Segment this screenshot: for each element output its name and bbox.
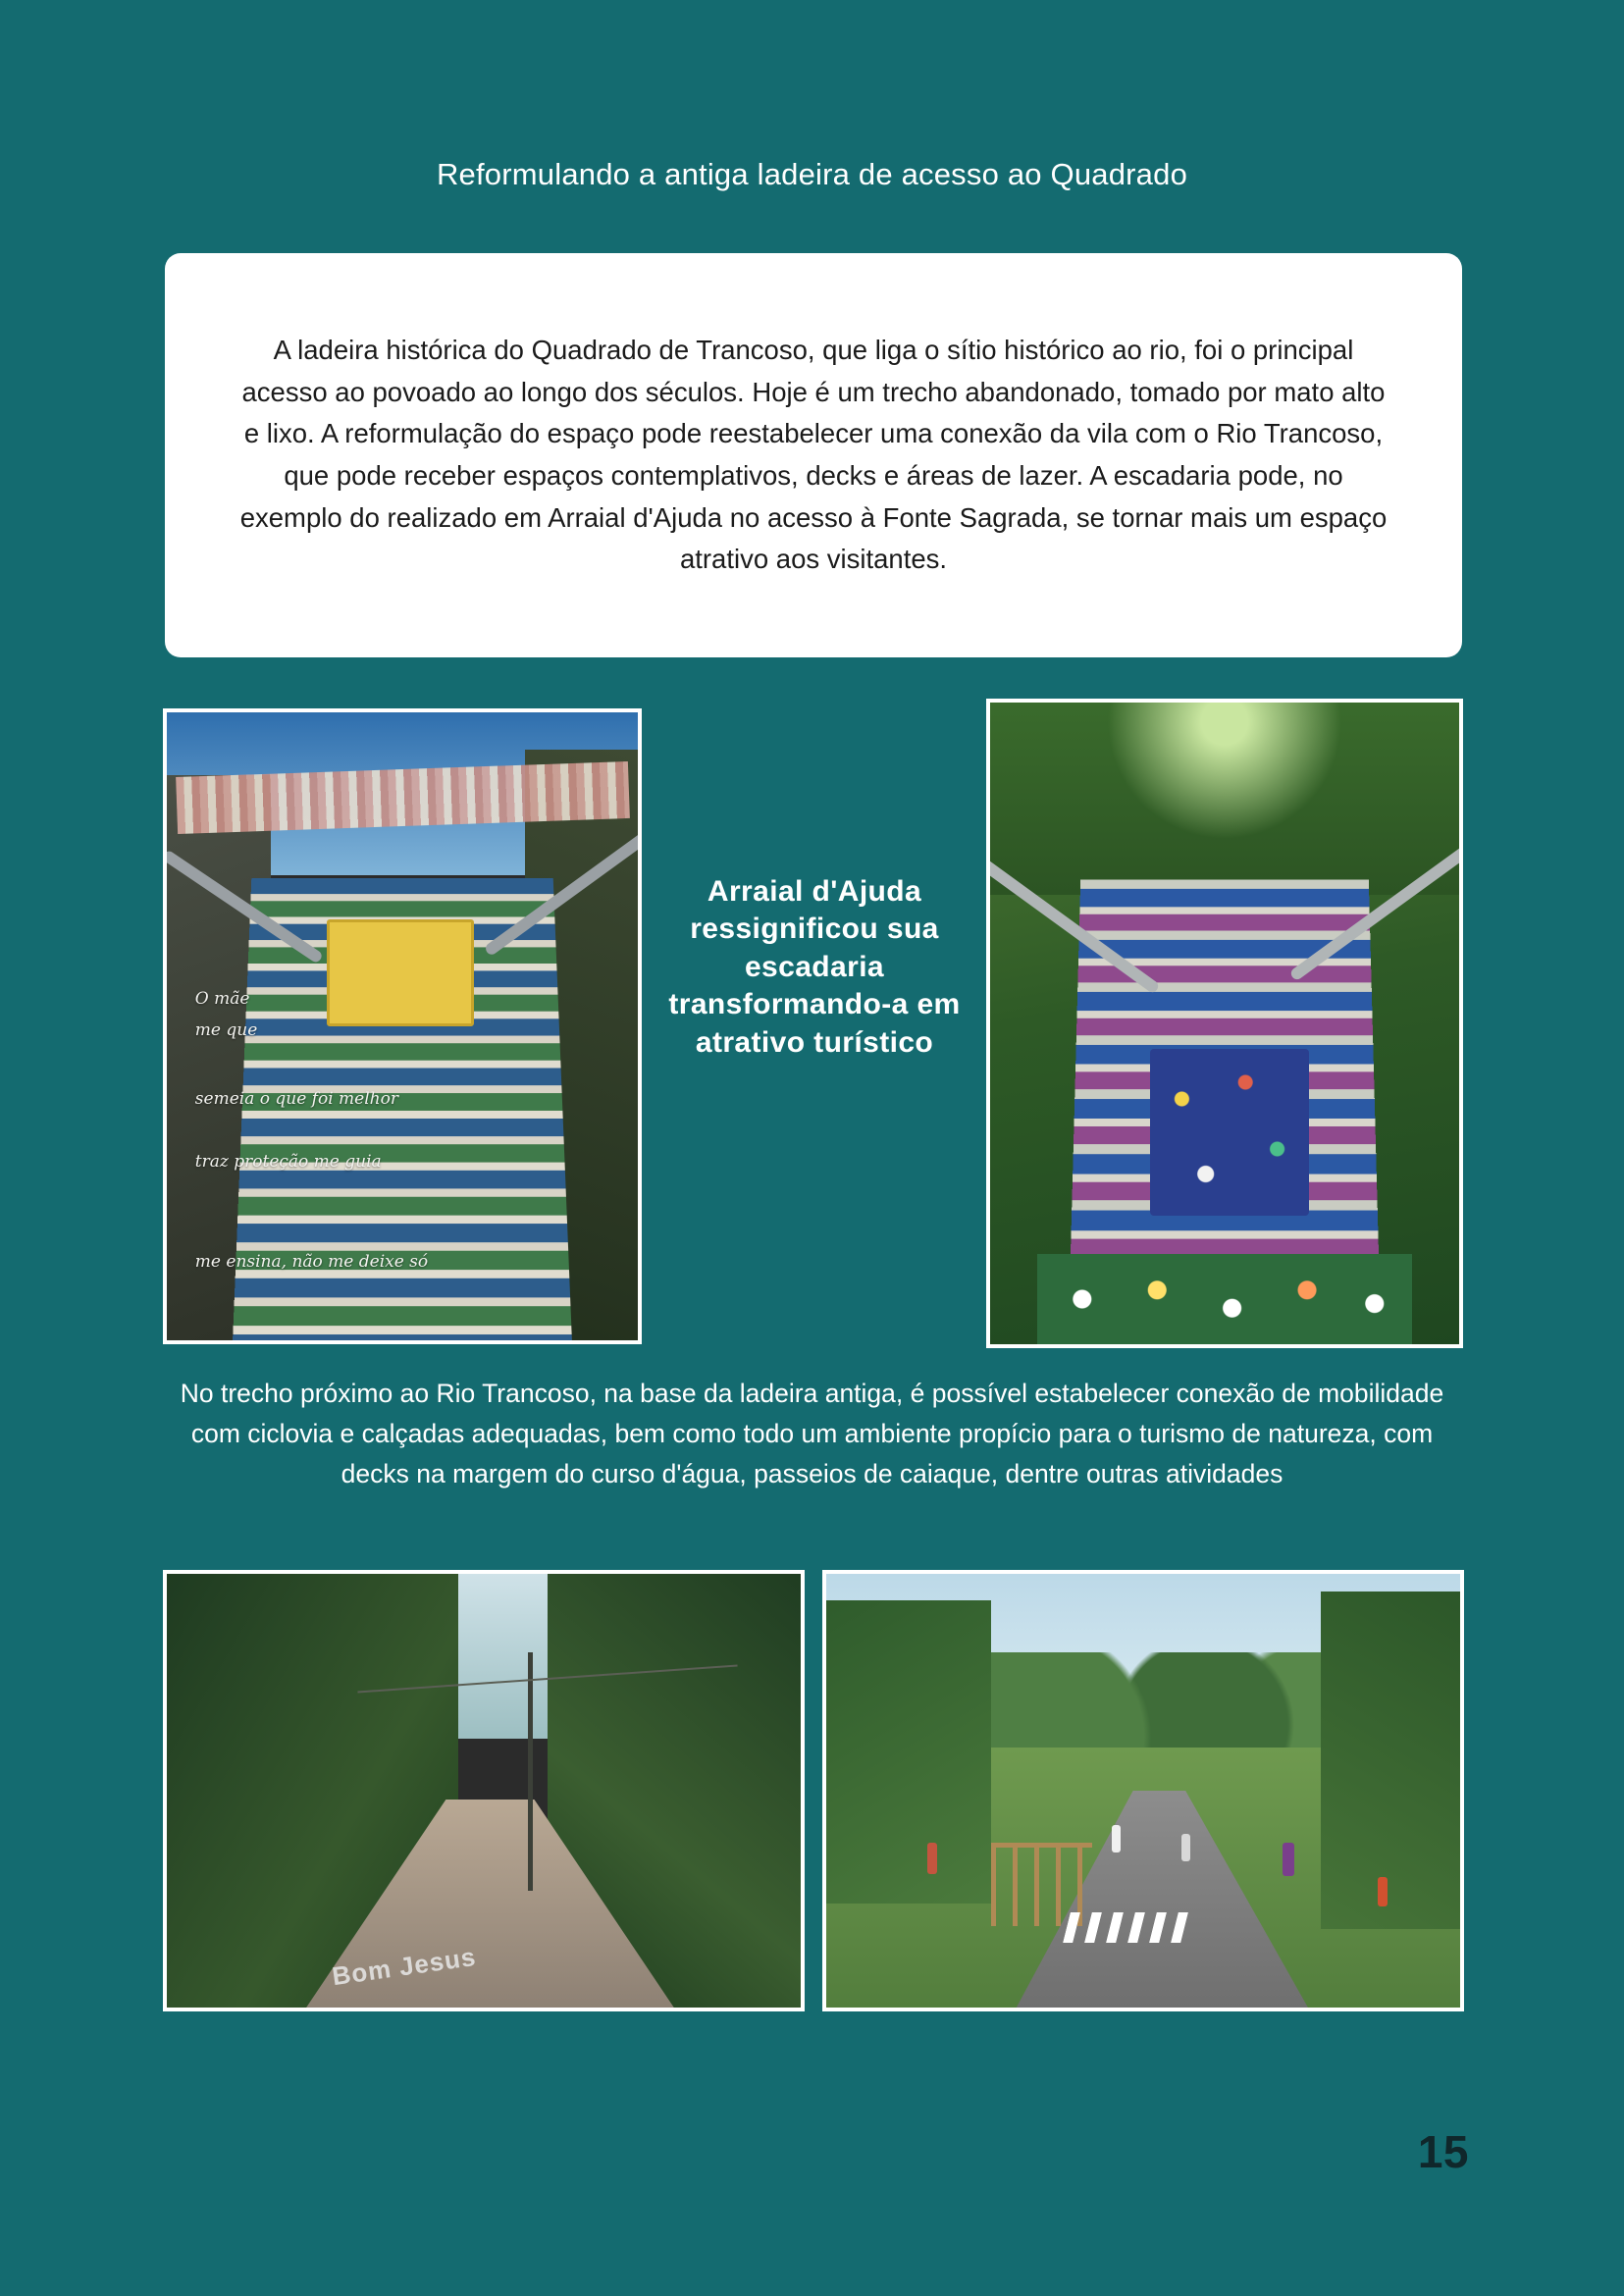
existing-road-photo xyxy=(163,1570,805,2011)
intro-card xyxy=(165,253,1462,657)
middle-caption: Arraial d'Ajuda ressignificou sua escadaria transformando-a em atrativo turístico xyxy=(668,875,961,1059)
stairs-right-photo xyxy=(986,699,1463,1348)
stair-text-2: me que xyxy=(194,1019,258,1040)
stair-text-1: O mãe xyxy=(194,988,250,1009)
figure-pedestrian-2 xyxy=(1112,1825,1121,1852)
mobility-paragraph: No trecho próximo ao Rio Trancoso, na base da ladeira antiga, é possível estabelecer conexão de mobilidade com ciclovia e calçadas adequadas, bem como todo um ambiente propício para o turismo de natureza, com decks na margem do curso d'água, passeios de caiaque, dentre outras atividades xyxy=(180,1379,1444,1489)
stairs-left-illustration xyxy=(167,712,638,1340)
render-illustration xyxy=(826,1574,1460,2008)
road-illustration xyxy=(167,1574,801,2008)
page-number: 15 xyxy=(1417,2126,1469,2177)
proposal-render-photo xyxy=(822,1570,1464,2011)
figure-pedestrian-1 xyxy=(927,1843,937,1874)
stair-text-5: me ensina, não me deixe só xyxy=(194,1252,429,1273)
stair-text-3: semeia o que foi melhor xyxy=(194,1089,398,1109)
figure-cyclist xyxy=(1283,1843,1294,1876)
stairs-right-illustration xyxy=(990,703,1459,1344)
street-name-watermark: Bom Jesus xyxy=(330,1941,478,1992)
figure-pedestrian-3 xyxy=(1181,1834,1190,1861)
intro-paragraph: A ladeira histórica do Quadrado de Trancoso, que liga o sítio histórico ao rio, foi o principal acesso ao povoado ao longo dos séculos. Hoje é um trecho abandonado, tomado por mato alto e lixo. A reformulação do espaço pode reestabelecer uma conexão da vila com o Rio Trancoso, que pode receber espaços contemplativos, decks e áreas de lazer. A escadaria pode, no exemplo do realizado em Arraial d'Ajuda no acesso à Fonte Sagrada, se tornar mais um espaço atrativo aos visitantes. xyxy=(239,335,1388,575)
figure-pedestrian-4 xyxy=(1378,1877,1388,1906)
stairs-left-photo xyxy=(163,708,642,1344)
stair-text-4: traz proteção me guia xyxy=(194,1152,382,1172)
page-title: Reformulando a antiga ladeira de acesso ao Quadrado xyxy=(436,157,1188,191)
